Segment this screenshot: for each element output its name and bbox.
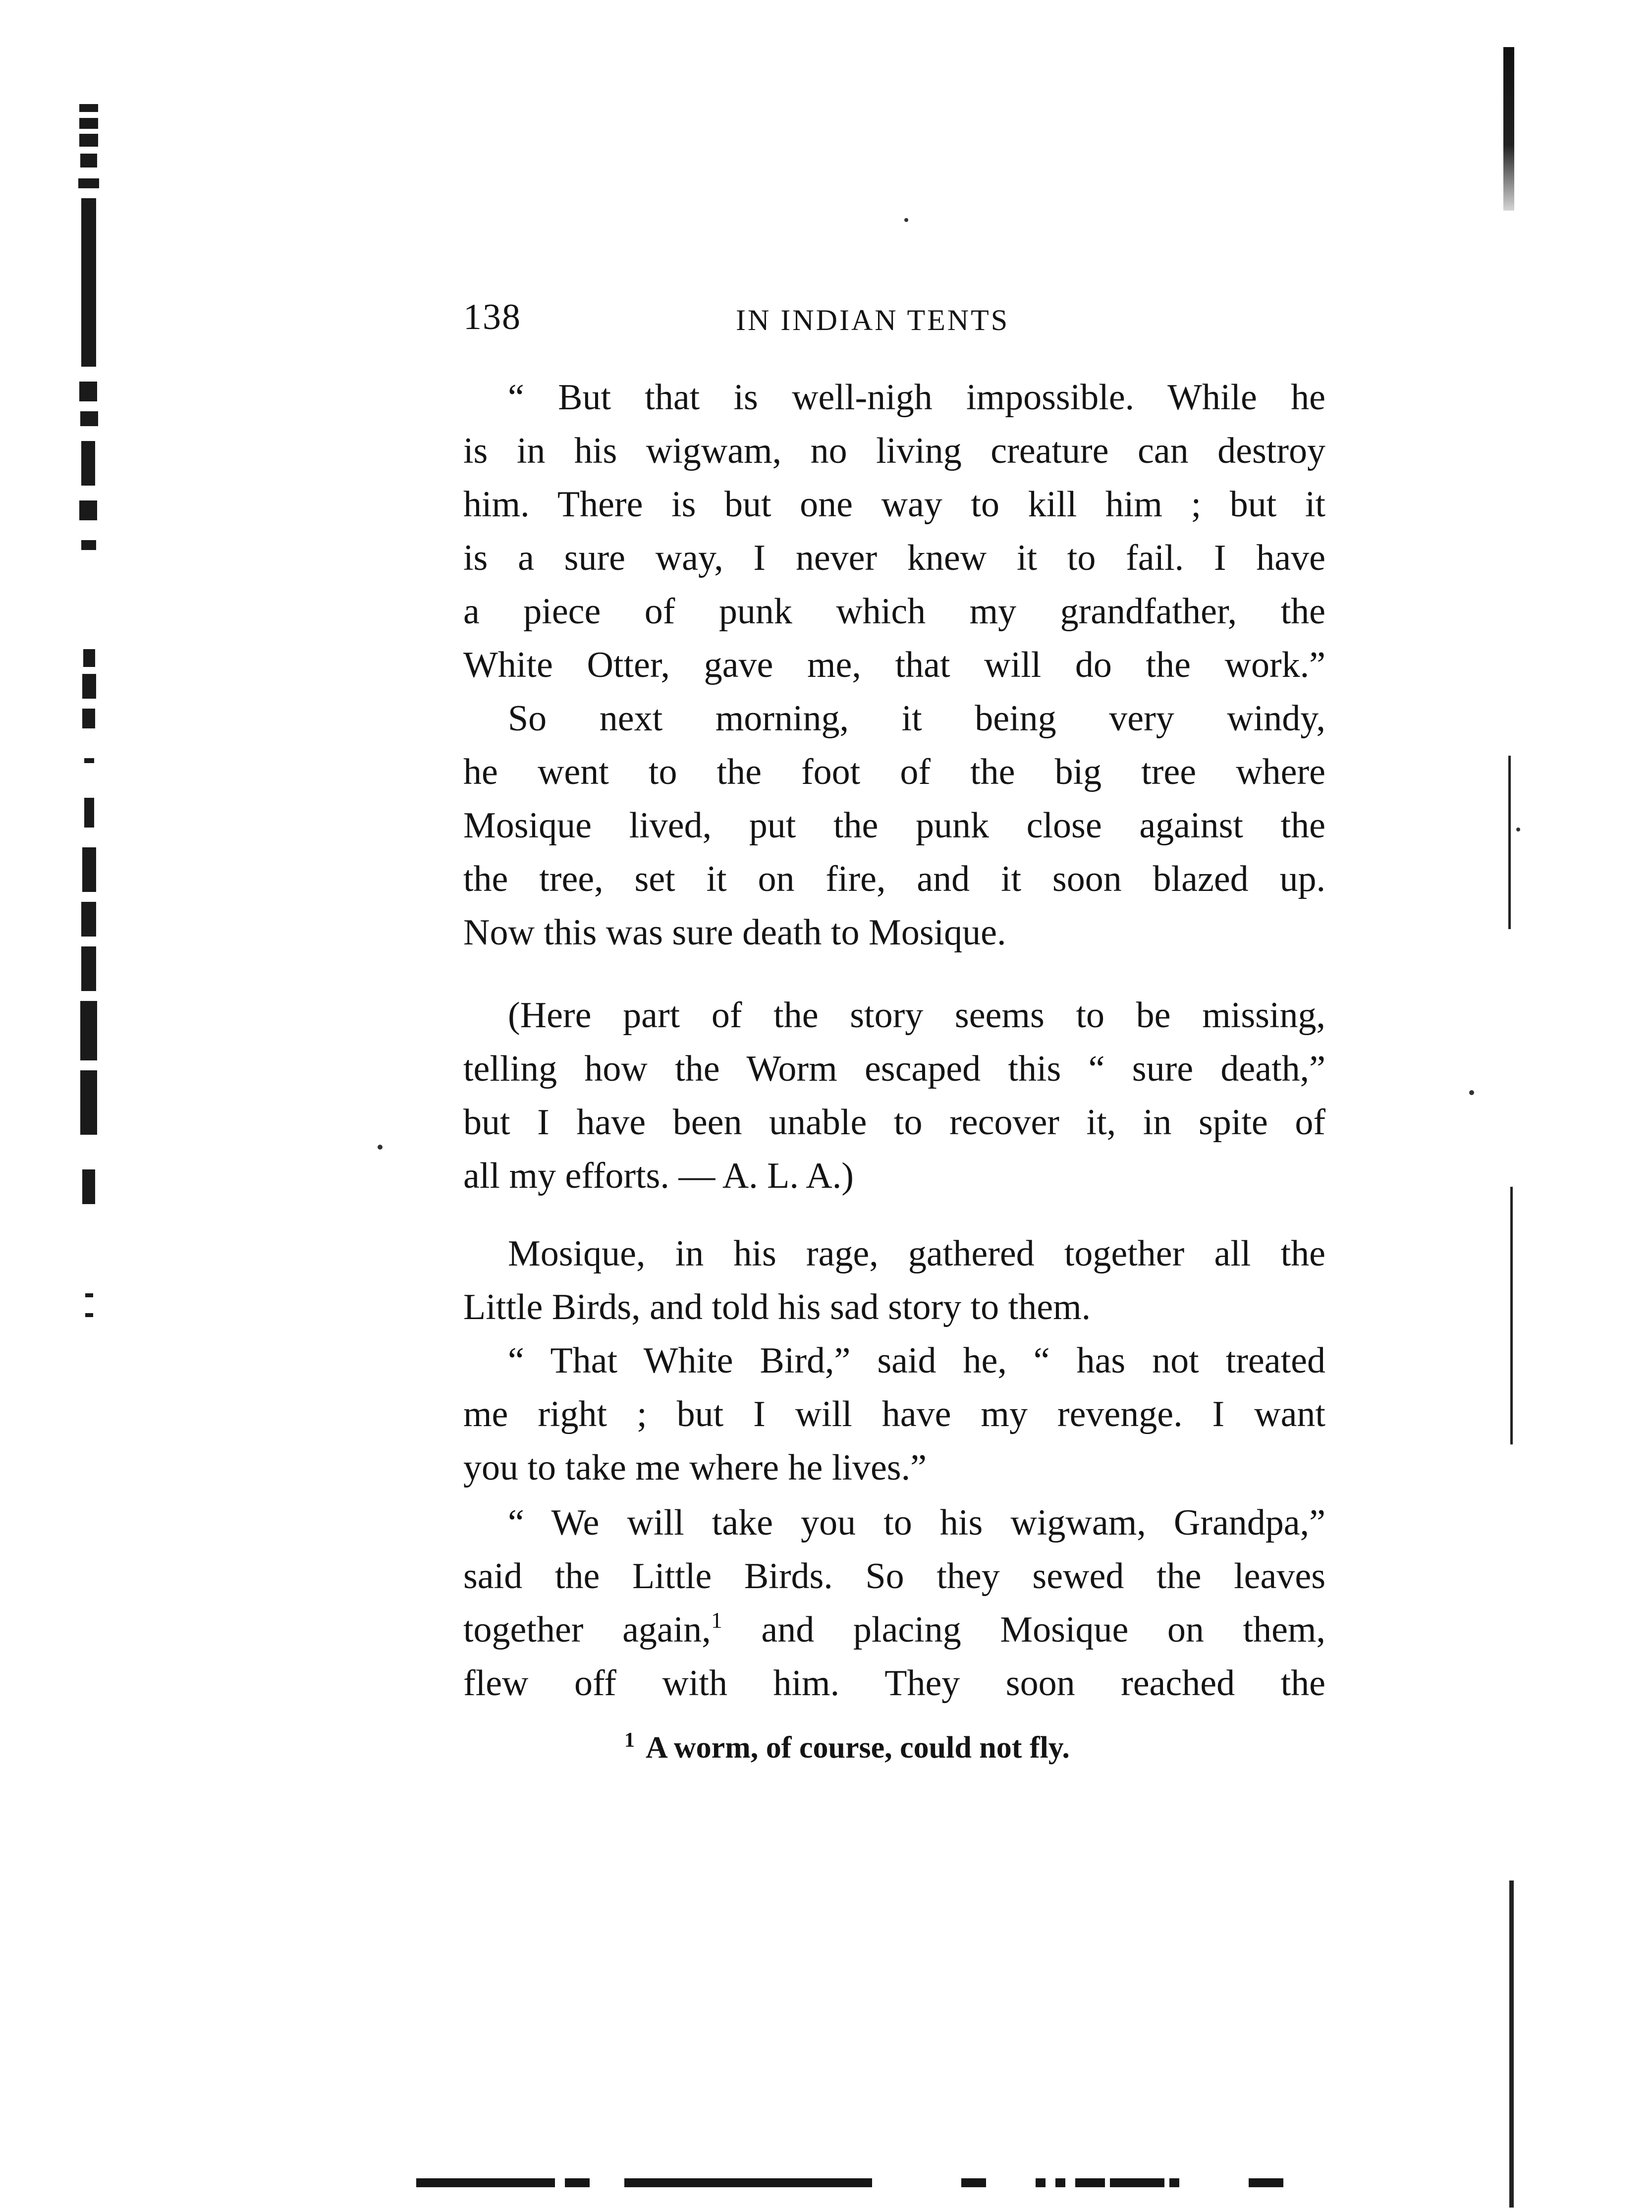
footnote-text: A worm, of course, could not fly. [646,1731,1070,1765]
footnote-marker: 1 [624,1729,635,1752]
text-line: “ We will take you to his wigwam, Grandpa,” [508,1502,1325,1543]
text-line: Mosique, in his rage, gathered together all the [508,1233,1325,1274]
text-line: is a sure way, I never knew it to fail. I have [463,538,1325,578]
paragraph [463,1227,1325,1334]
bottom-scan-edge [416,2178,1447,2189]
text-line: telling how the Worm escaped this “ sure death,” [463,1049,1325,1089]
ink-speck [378,1145,383,1150]
footnote [624,1728,1070,1766]
text-line: “ But that is well-nigh impossible. While he [508,377,1325,418]
text-line: is in his wigwam, no living creature can destroy [463,431,1325,471]
left-binding-edge [74,104,119,1244]
running-title: IN INDIAN TENTS [736,304,1010,336]
right-scan-edge [1500,47,1530,2208]
page-number: 138 [463,297,521,337]
text-line-start: together again, [463,1609,711,1650]
paragraph [463,1496,1325,1710]
text-line: said the Little Birds. So they sewed the leaves [463,1556,1325,1597]
ink-speck [1469,1090,1474,1095]
paragraph [463,371,1325,692]
text-line: him. There is but one way to kill him ; but it [463,484,1325,525]
text-line: Now this was sure death to Mosique. [463,912,1006,953]
editorial-note [463,989,1325,1203]
text-line: a piece of punk which my grandfather, the [463,591,1325,632]
text-line [463,1603,1325,1657]
text-line: (Here part of the story seems to be missing, [508,995,1325,1036]
text-line: but I have been unable to recover it, in spite of [463,1102,1325,1143]
text-line: So next morning, it being very windy, [508,698,1325,739]
footnote-reference: 1 [711,1607,722,1633]
text-line: “ That White Bird,” said he, “ has not treated [508,1340,1325,1381]
paragraph [463,692,1325,959]
text-line: you to take me where he lives.” [463,1447,927,1488]
text-line: me right ; but I will have my revenge. I want [463,1394,1325,1435]
text-line: he went to the foot of the big tree where [463,752,1325,792]
text-line-end: and placing Mosique on them, [722,1609,1325,1650]
text-line: Little Birds, and told his sad story to them. [463,1287,1091,1327]
ink-speck [904,218,908,222]
text-line: all my efforts. — A. L. A.) [463,1156,854,1196]
paragraph [463,1334,1325,1494]
running-header [463,296,1325,341]
text-line: flew off with him. They soon reached the [463,1663,1325,1704]
ink-speck [1516,828,1520,831]
text-line: the tree, set it on fire, and it soon blazed up. [463,859,1325,899]
text-line: White Otter, gave me, that will do the work.” [463,645,1325,685]
text-line: Mosique lived, put the punk close against the [463,805,1325,846]
